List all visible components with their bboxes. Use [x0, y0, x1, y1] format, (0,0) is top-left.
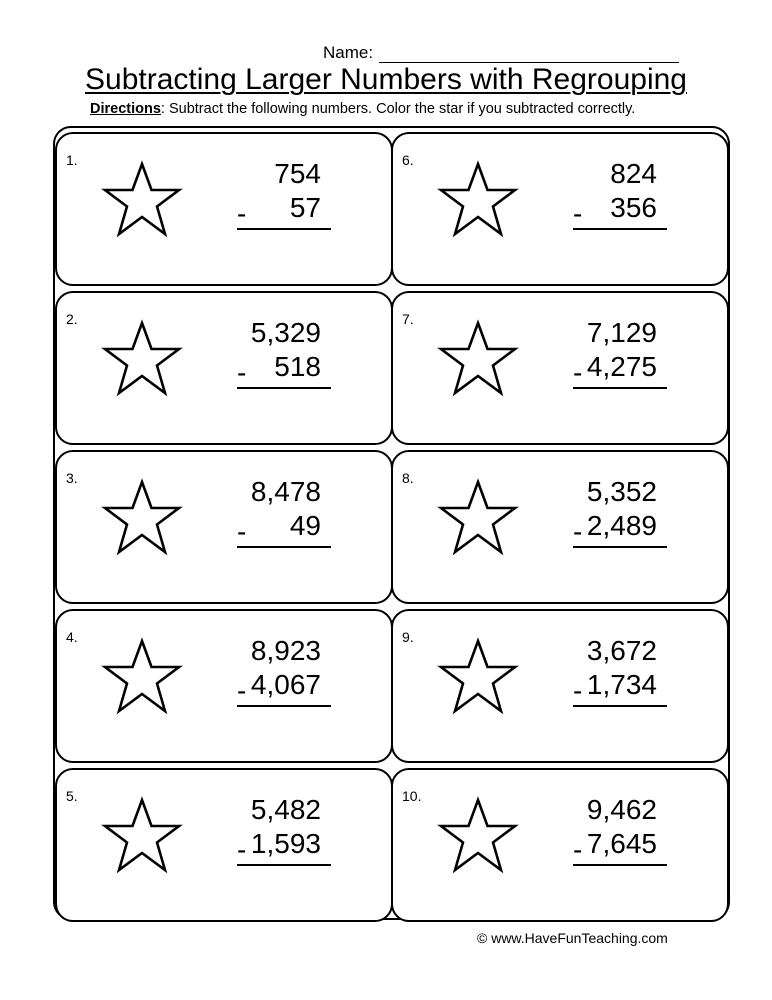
- problem-card: [55, 450, 393, 604]
- answer-line: [237, 705, 331, 707]
- subtrahend: 4,275: [586, 351, 657, 382]
- problem-card: [55, 291, 393, 445]
- minus-sign: -: [237, 675, 247, 706]
- problem-number: 1.: [66, 152, 78, 168]
- answer-line: [573, 228, 667, 230]
- star-outline-icon[interactable]: [101, 478, 183, 556]
- problem-card: [391, 768, 729, 922]
- problem-card: [391, 609, 729, 763]
- name-row: [323, 43, 679, 63]
- directions-label: Directions: [90, 101, 161, 117]
- problem-card: [55, 768, 393, 922]
- minus-sign: -: [237, 198, 247, 229]
- problem-card: [391, 291, 729, 445]
- subtrahend: 1,734: [586, 669, 657, 700]
- minuend: 824: [610, 158, 657, 189]
- subtrahend: 7,645: [586, 828, 657, 859]
- subtrahend: 57: [289, 192, 321, 223]
- minuend: 8,923: [250, 635, 321, 666]
- star-outline-icon[interactable]: [437, 160, 519, 238]
- problem-card: [391, 132, 729, 286]
- problem-number: 5.: [66, 788, 78, 804]
- minuend: 5,352: [586, 476, 657, 507]
- subtrahend: 1,593: [250, 828, 321, 859]
- star-outline-icon[interactable]: [437, 319, 519, 397]
- problem-number: 2.: [66, 311, 78, 327]
- problem-number: 8.: [402, 470, 414, 486]
- problem-number: 7.: [402, 311, 414, 327]
- answer-line: [573, 546, 667, 548]
- minus-sign: -: [573, 198, 583, 229]
- minuend: 5,329: [250, 317, 321, 348]
- answer-line: [237, 864, 331, 866]
- star-outline-icon[interactable]: [101, 637, 183, 715]
- minus-sign: -: [573, 834, 583, 865]
- minuend: 754: [274, 158, 321, 189]
- star-outline-icon[interactable]: [101, 796, 183, 874]
- star-outline-icon[interactable]: [437, 637, 519, 715]
- name-label: Name:: [323, 43, 374, 62]
- minuend: 8,478: [250, 476, 321, 507]
- minuend: 7,129: [586, 317, 657, 348]
- star-outline-icon[interactable]: [437, 796, 519, 874]
- minus-sign: -: [573, 516, 583, 547]
- subtrahend: 2,489: [586, 510, 657, 541]
- directions-text: : Subtract the following numbers. Color the star if you subtracted correctly.: [160, 101, 636, 117]
- problem-card: [391, 450, 729, 604]
- minuend: 3,672: [586, 635, 657, 666]
- answer-line: [573, 705, 667, 707]
- subtrahend: 49: [289, 510, 321, 541]
- problem-number: 9.: [402, 629, 414, 645]
- star-outline-icon[interactable]: [101, 319, 183, 397]
- directions: [90, 101, 635, 117]
- subtrahend: 4,067: [250, 669, 321, 700]
- star-outline-icon[interactable]: [101, 160, 183, 238]
- worksheet-title: Subtracting Larger Numbers with Regrouping: [85, 63, 687, 96]
- problem-card: [55, 609, 393, 763]
- problem-number: 10.: [402, 788, 422, 804]
- name-line[interactable]: [379, 46, 679, 63]
- star-outline-icon[interactable]: [437, 478, 519, 556]
- problem-number: 6.: [402, 152, 414, 168]
- problem-number: 3.: [66, 470, 78, 486]
- subtrahend: 518: [274, 351, 321, 382]
- problem-card: [55, 132, 393, 286]
- answer-line: [573, 864, 667, 866]
- minus-sign: -: [237, 834, 247, 865]
- minuend: 9,462: [586, 794, 657, 825]
- problem-number: 4.: [66, 629, 78, 645]
- subtrahend: 356: [610, 192, 657, 223]
- minuend: 5,482: [250, 794, 321, 825]
- answer-line: [237, 546, 331, 548]
- minus-sign: -: [237, 357, 247, 388]
- answer-line: [573, 387, 667, 389]
- answer-line: [237, 228, 331, 230]
- answer-line: [237, 387, 331, 389]
- copyright-footer: © www.HaveFunTeaching.com: [477, 930, 668, 946]
- minus-sign: -: [573, 675, 583, 706]
- minus-sign: -: [573, 357, 583, 388]
- minus-sign: -: [237, 516, 247, 547]
